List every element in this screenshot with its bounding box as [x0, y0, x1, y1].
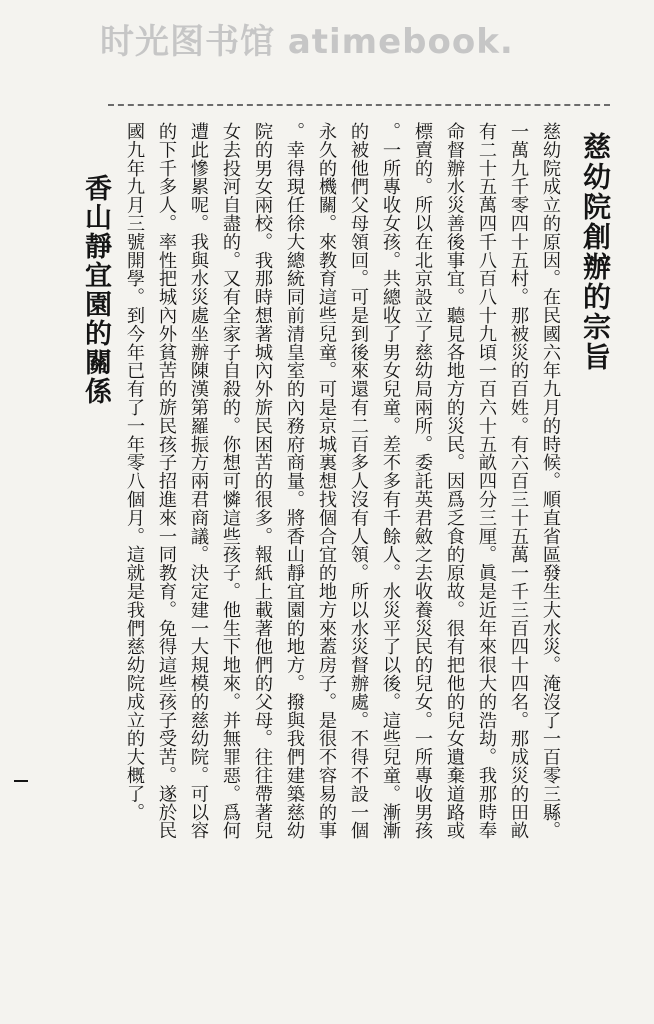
text-column: 的被他們父母領回。可是到後來還有二百多人沒有人領。所以水災督辦處。不得不設一個	[348, 122, 369, 840]
section-subheading: 香山靜宜園的關係	[80, 174, 111, 406]
text-column: 院的男女兩校。我那時想著城內外旂民困苦的很多。報紙上載著他們的父母。往往帶著兒	[252, 122, 273, 840]
watermark: 时光图书馆 atimebook.	[100, 22, 514, 62]
text-column: 國九年九月三號開學。到今年已有了一年零八個月。這就是我們慈幼院成立的大概了。	[124, 122, 145, 822]
text-column: 永久的機關。來教育這些兒童。可是京城裏想找個合宜的地方來蓋房子。是很不容易的事	[316, 122, 337, 840]
text-column: 的下千多人。率性把城內外貧苦的旂民孩子招進來一同教育。免得這些孩子受苦。遂於民	[156, 122, 177, 840]
text-column: 命督辦水災善後事宜。聽見各地方的災民。因爲乏食的原故。很有把他的兒女遺棄道路或	[444, 122, 465, 840]
document-body	[24, 122, 624, 962]
text-column: 女去投河自盡的。又有全家子自殺的。你想可憐這些孩子。他生下地來。并無罪惡。爲何	[220, 122, 241, 840]
page-number	[14, 780, 28, 782]
text-column: 標賣的。所以在北京設立了慈幼局兩所。委託英君斂之去收養災民的兒女。一所專收男孩	[412, 122, 433, 840]
text-column: 有二十五萬四千八百八十九頃一百六十五畝四分三厘。眞是近年來很大的浩劫。我那時奉	[476, 122, 497, 840]
header-divider	[108, 104, 610, 106]
text-column: 。一所專收女孩。共總收了男女兒童。差不多有千餘人。水災平了以後。這些兒童。漸漸	[380, 122, 401, 840]
text-column: 遭此慘累呢。我與水災處坐辦陳漢第羅振方兩君商議。決定建一大規模的慈幼院。可以容	[188, 122, 209, 840]
page-title: 慈幼院創辦的宗旨	[579, 132, 612, 372]
text-column: 一萬九千零四十五村。那被災的百姓。有六百三十五萬一千三百四十四名。那成災的田畝	[508, 122, 529, 840]
text-column: 慈幼院成立的原因。在民國六年九月的時候。順直省區發生大水災。淹沒了一百零三縣。	[540, 122, 561, 840]
text-column: 。幸得現任徐大總統同前清皇室的內務府商量。將香山靜宜園的地方。撥與我們建築慈幼	[284, 122, 305, 840]
